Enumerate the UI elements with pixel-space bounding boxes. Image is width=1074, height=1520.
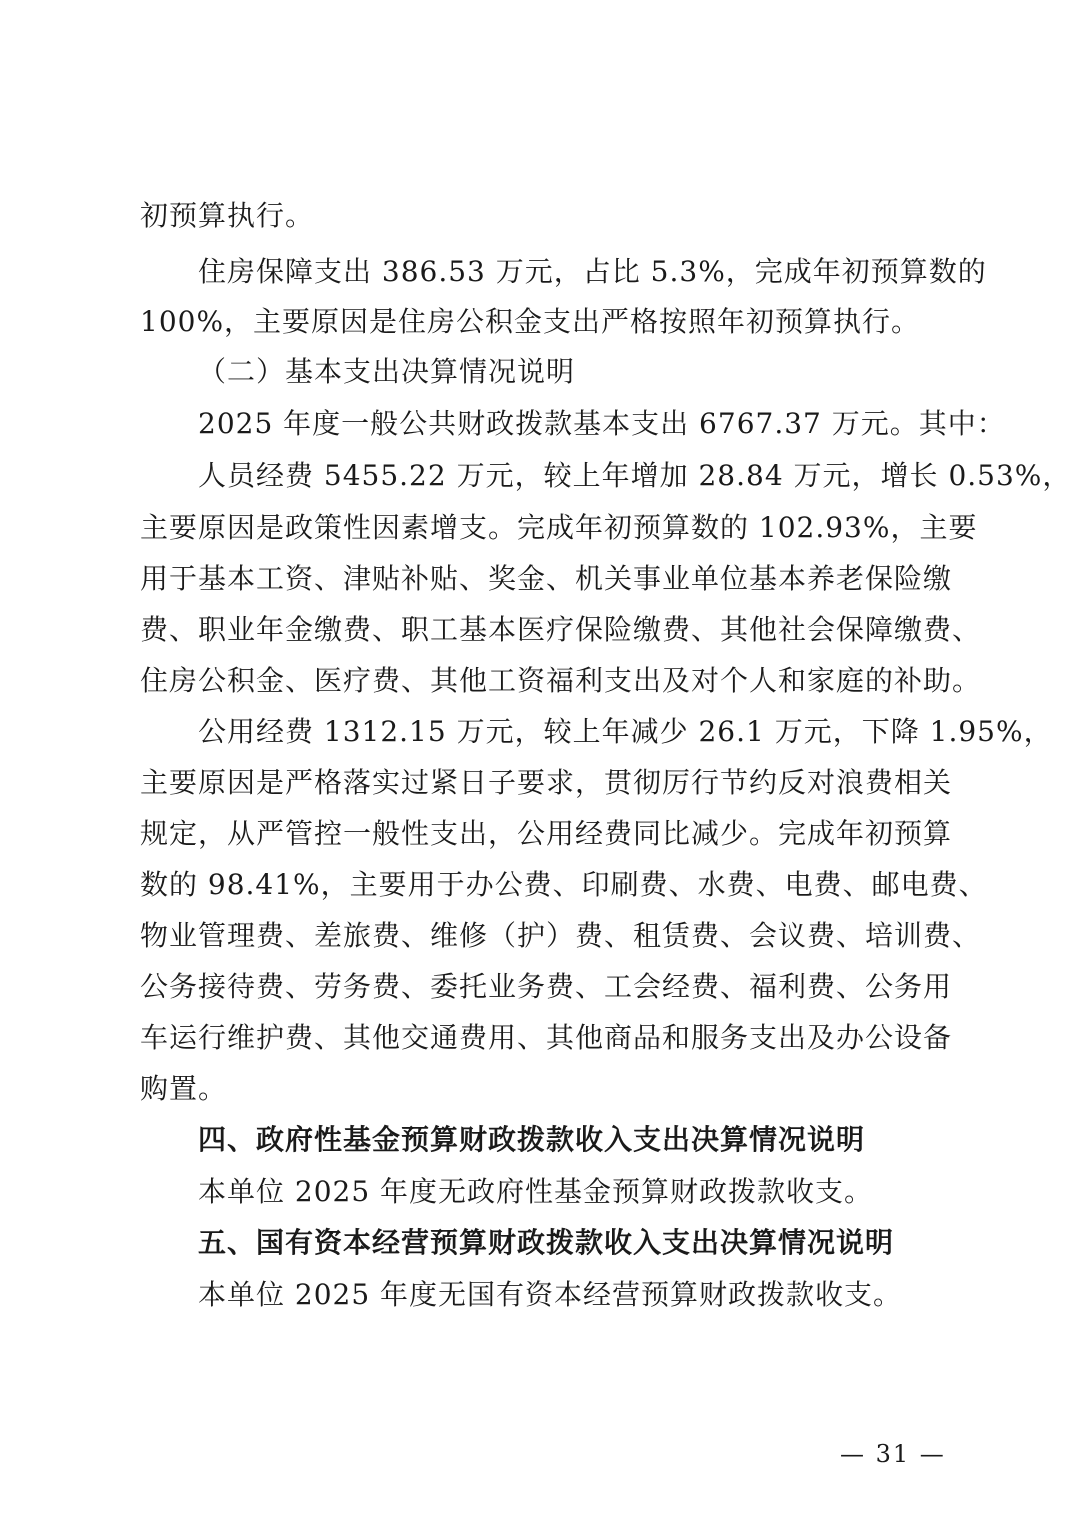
text-line: 100%，主要原因是住房公积金支出严格按照年初预算执行。 bbox=[140, 305, 921, 338]
text-line: 初预算执行。 bbox=[140, 199, 315, 232]
text-line: 主要原因是政策性因素增支。完成年初预算数的 102.93%，主要 bbox=[140, 511, 978, 544]
text-line: 费、职业年金缴费、职工基本医疗保险缴费、其他社会保障缴费、 bbox=[140, 613, 982, 646]
page-number: — 31 — bbox=[840, 1440, 946, 1468]
text-line: 住房保障支出 386.53 万元，占比 5.3%，完成年初预算数的 bbox=[198, 255, 987, 288]
text-line: 公用经费 1312.15 万元，较上年减少 26.1 万元，下降 1.95%， bbox=[198, 715, 1053, 748]
text-line: 物业管理费、差旅费、维修（护）费、租赁费、会议费、培训费、 bbox=[140, 919, 982, 952]
text-line: 数的 98.41%，主要用于办公费、印刷费、水费、电费、邮电费、 bbox=[140, 868, 988, 901]
text-line: 主要原因是严格落实过紧日子要求，贯彻厉行节约反对浪费相关 bbox=[140, 766, 953, 799]
text-line: 人员经费 5455.22 万元，较上年增加 28.84 万元，增长 0.53%， bbox=[198, 459, 1072, 492]
text-line: 车运行维护费、其他交通费用、其他商品和服务支出及办公设备 bbox=[140, 1021, 953, 1054]
text-line: 公务接待费、劳务费、委托业务费、工会经费、福利费、公务用 bbox=[140, 970, 953, 1003]
text-line: 规定，从严管控一般性支出，公用经费同比减少。完成年初预算 bbox=[140, 817, 953, 850]
section-heading: 五、国有资本经营预算财政拨款收入支出决算情况说明 bbox=[198, 1226, 895, 1259]
text-line: 住房公积金、医疗费、其他工资福利支出及对个人和家庭的补助。 bbox=[140, 664, 982, 697]
text-line: 购置。 bbox=[140, 1072, 228, 1105]
text-line: 本单位 2025 年度无国有资本经营预算财政拨款收支。 bbox=[198, 1278, 903, 1311]
section-subheading: （二）基本支出决算情况说明 bbox=[198, 355, 576, 388]
text-line: 本单位 2025 年度无政府性基金预算财政拨款收支。 bbox=[198, 1175, 874, 1208]
text-line: 2025 年度一般公共财政拨款基本支出 6767.37 万元。其中： bbox=[198, 407, 1006, 440]
section-heading: 四、政府性基金预算财政拨款收入支出决算情况说明 bbox=[198, 1123, 866, 1156]
text-line: 用于基本工资、津贴补贴、奖金、机关事业单位基本养老保险缴 bbox=[140, 562, 953, 595]
